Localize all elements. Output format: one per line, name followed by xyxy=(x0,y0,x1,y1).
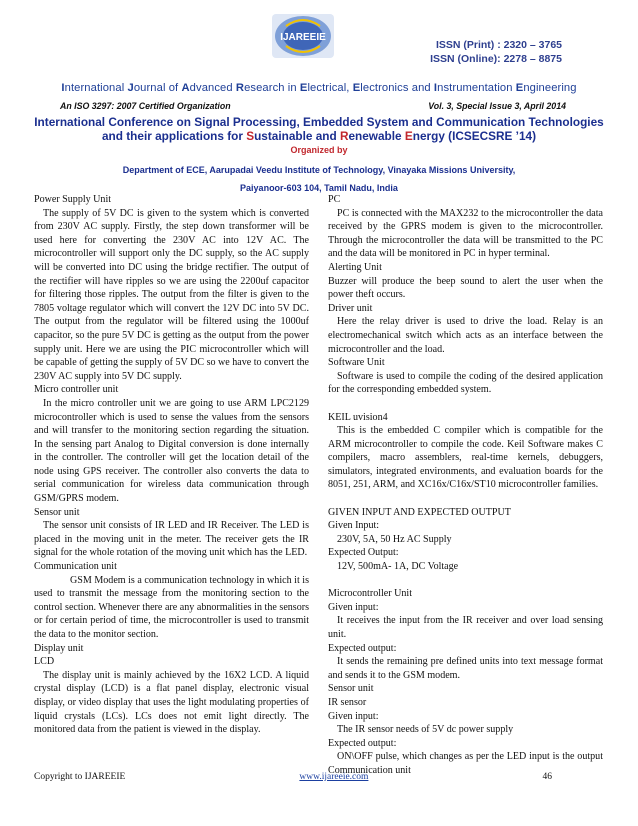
journal-name-part: ournal of xyxy=(133,82,182,94)
journal-name-initial: E xyxy=(299,82,308,94)
organized-by: Organized by xyxy=(290,145,348,155)
journal-name-initial: A xyxy=(181,82,190,94)
section-heading: PC xyxy=(328,194,341,205)
section-heading: Sensor unit xyxy=(328,683,374,695)
issn-online: ISSN (Online): 2278 – 8875 xyxy=(430,53,562,65)
right-column xyxy=(328,193,603,778)
section-heading: Expected output: xyxy=(328,737,397,749)
section-heading: Given input: xyxy=(328,710,379,722)
journal-name-initial: E xyxy=(515,82,524,94)
journal-name-initial: R xyxy=(235,82,245,94)
journal-name-part: nstrumentation xyxy=(437,82,516,94)
journal-name-part: nternational xyxy=(64,82,128,94)
paragraph-spacer xyxy=(328,492,603,506)
section-heading: Sensor unit xyxy=(34,506,80,518)
section-heading: Display unit xyxy=(34,642,84,654)
section-heading: Given input: xyxy=(328,601,379,613)
issn-block xyxy=(430,38,562,66)
volume-issue: Vol. 3, Special Issue 3, April 2014 xyxy=(428,101,566,111)
body-paragraph: ON\OFF pulse, which changes as per the LED input is the output Communication unit xyxy=(328,751,603,776)
journal-name-part: lectrical, xyxy=(307,82,353,94)
journal-name xyxy=(0,82,638,94)
section-heading: Alerting Unit xyxy=(328,261,382,273)
section-heading: Micro controller unit xyxy=(34,384,119,396)
body-paragraph: The IR sensor needs of 5V dc power supply xyxy=(337,724,514,736)
section-heading: Software Unit xyxy=(328,357,385,369)
journal-name-initial: I xyxy=(433,82,438,94)
body-paragraph: The supply of 5V DC is given to the system which is converted from 230V AC supply. Firstly, the step down transformer will be used here for converting the 230V AC into 12V AC. The microcontroller will support only the DC supply, so the AC supply will be converted into DC using the bridge rectifier. The output of the rectifier will have ripples so we are using the 2200uf capacitor for filtering those ripples. The output from the filter is given to the 7805 voltage regulator which will convert the 12V DC into 5V DC. The output from the regulator will be filtered using the 1000uf capacitor, so the pure 5V DC is getting as the output from the power supply unit. Here we are using the PIC microcontroller which will be capable of getting the supply of 5V DC so we have to convert the 230V AC supply into 5V DC supply. xyxy=(34,207,309,382)
section-heading: Driver unit xyxy=(328,302,373,314)
section-heading: Expected Output: xyxy=(328,547,399,559)
body-paragraph: This is the embedded C compiler which is compatible for the ARM microcontroller to compile the code. Keil Software makes C compilers, macro assemblers, real-time kernels, debuggers, simulators, integrated environments, and evaluation boards for the 8051, 251, ARM, and XC16x/C16x/ST10 microcontroller families. xyxy=(328,425,603,491)
section-heading: IR sensor xyxy=(328,696,367,708)
body-paragraph: The display unit is mainly achieved by the 16X2 LCD. A liquid crystal display (LCD) is a flat panel display, electronic visual display, or video display that uses the light modulating properties of liquid crystals (LCs). LCs does not emit light directly. The monitored data from the patient is viewed in the display. xyxy=(34,669,309,736)
copyright: Copyright to IJAREEIE xyxy=(34,772,126,782)
body-paragraph: PC is connected with the MAX232 to the microcontroller the data received by the GPRS modem is given to the microcontroller. Through the microcontroller the data will be transmitted to the PC and the data will be monitored in PC in hyper terminal. xyxy=(328,207,603,260)
section-heading: Microcontroller Unit xyxy=(328,588,412,600)
conference-title-line1: International Conference on Signal Processing, Embedded System and Communication Technologies xyxy=(34,115,604,129)
department-line2: Paiyanoor-603 104, Tamil Nadu, India xyxy=(240,183,398,193)
journal-name-part: ngineering xyxy=(523,82,577,94)
body-paragraph: Software is used to compile the coding of the desired application for the corresponding embedded system. xyxy=(328,370,603,396)
section-heading: GIVEN INPUT AND EXPECTED OUTPUT xyxy=(328,506,511,518)
body-paragraph: Buzzer will produce the beep sound to alert the user when the power theft occurs. xyxy=(328,275,603,301)
journal-name-part: esearch in xyxy=(244,82,300,94)
body-paragraph: 230V, 5A, 50 Hz AC Supply xyxy=(337,533,452,545)
body-paragraph: It sends the remaining pre defined units into text message format and sends it to the GSM modem. xyxy=(328,656,603,681)
section-heading: Given Input: xyxy=(328,520,380,532)
conference-title-line2: and their applications for Sustainable and Renewable Energy (ICSECSRE ’14) xyxy=(102,128,536,143)
department-affiliation xyxy=(0,161,638,197)
section-heading: KEIL uvision4 xyxy=(328,411,388,423)
body-paragraph: 12V, 500mA- 1A, DC Voltage xyxy=(337,561,459,573)
body-paragraph: GSM Modem is a communication technology in which it is used to transmit the message from the monitoring section to the control section. Whenever there are any abnormalities in the sensors or for certain period of time, the microcontroller is used to transmit the data to the monitor section. xyxy=(34,574,309,640)
journal-name-part: dvanced xyxy=(189,82,236,94)
journal-name-part: lectronics and xyxy=(360,82,434,94)
body-paragraph: It receives the input from the IR receiver and over load sensing unit. xyxy=(328,615,603,640)
paragraph-spacer xyxy=(328,574,603,588)
section-heading: Power Supply Unit xyxy=(34,194,112,205)
section-heading: LCD xyxy=(34,656,55,668)
conference-title xyxy=(30,116,608,143)
section-heading: Communication unit xyxy=(34,561,117,573)
section-heading: Expected output: xyxy=(328,642,397,654)
issn-print: ISSN (Print) : 2320 – 3765 xyxy=(435,39,562,51)
journal-logo xyxy=(264,12,342,64)
body-paragraph: In the micro controller unit we are going to use ARM LPC2129 microcontroller which is used to sense the values from the sensors and will transfer to the monitoring section regarding the situation. In the sensing part Analog to Digital conversion is done internally in the controller. The controller will get the location detail of the node using GPS receiver. The controller also converts the data to serial communication for wireless data communication through GSM/GPRS modem. xyxy=(34,397,309,505)
journal-website-link[interactable]: www.ijareeie.com xyxy=(299,772,369,782)
body-paragraph: Here the relay driver is used to drive the load. Relay is an electromechanical switch which acts as an interface between the microcontroller and the load. xyxy=(328,316,603,355)
journal-name-initial: E xyxy=(352,82,361,94)
iso-certification: An ISO 3297: 2007 Certified Organization xyxy=(60,101,231,111)
page-number: 46 xyxy=(542,772,552,782)
department-line1: Department of ECE, Aarupadai Veedu Institute of Technology, Vinayaka Missions University, xyxy=(122,165,516,175)
journal-name-initial: I xyxy=(61,82,65,94)
page-footer xyxy=(34,772,552,782)
logo-text: IJAREEIE xyxy=(280,32,326,43)
body-paragraph: The sensor unit consists of IR LED and IR Receiver. The LED is placed in the moving unit in the meter. The receiver gets the IR signal for the whole rotation of the moving unit which has the LED. xyxy=(34,520,309,559)
certification-line xyxy=(60,101,566,111)
journal-name-initial: J xyxy=(127,82,134,94)
left-column xyxy=(34,193,309,737)
paragraph-spacer xyxy=(328,397,603,411)
